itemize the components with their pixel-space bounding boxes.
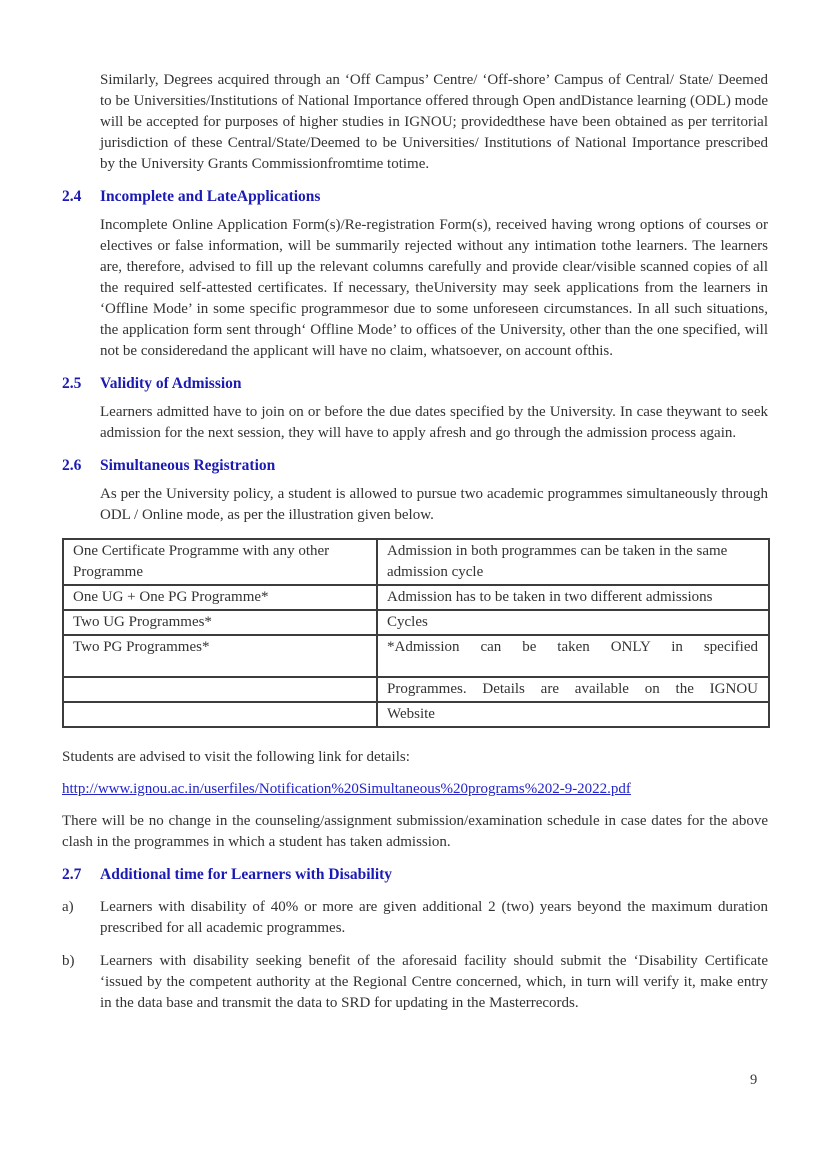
table-cell-left: Two PG Programmes* bbox=[63, 635, 377, 677]
section-number: 2.5 bbox=[62, 375, 82, 392]
section-title: Validity of Admission bbox=[100, 375, 242, 392]
table-row bbox=[63, 585, 769, 610]
schedule-note: There will be no change in the counseling/assignment submission/examination schedule in case dates for the above clash in the programmes in which a student has taken admission. bbox=[62, 813, 768, 850]
list-marker: b) bbox=[62, 953, 75, 969]
simultaneous-registration-table bbox=[62, 538, 770, 728]
list-item-b bbox=[62, 951, 768, 1014]
table-cell-left: One Certificate Programme with any other Programme bbox=[63, 539, 377, 585]
page-number: 9 bbox=[750, 1072, 758, 1088]
section-title: Additional time for Learners with Disability bbox=[100, 866, 393, 883]
table-row bbox=[63, 702, 769, 727]
section-number: 2.7 bbox=[62, 866, 82, 883]
table-cell-right: Cycles bbox=[377, 610, 769, 635]
table-cell-right: Programmes. Details are available on the IGNOU bbox=[377, 677, 769, 702]
table-row bbox=[63, 635, 769, 677]
table-row bbox=[63, 677, 769, 702]
section-title: Incomplete and LateApplications bbox=[100, 188, 321, 205]
table-cell-right: Admission has to be taken in two different admissions bbox=[377, 585, 769, 610]
table-cell-right: Website bbox=[377, 702, 769, 727]
section-number: 2.4 bbox=[62, 188, 82, 205]
table-cell-left bbox=[63, 677, 377, 702]
section-body-2-4: Incomplete Online Application Form(s)/Re-registration Form(s), received having wrong options of courses or electives or false information, will be summarily rejected without any intimation tothe learners. The learners are, therefore, advised to fill up the relevant columns carefully and provide clear/visible scanned copies of all the required self-attested certificates. If necessary, theUniversity may seek applications from the learners in ‘Offline Mode’ in some specific programmesor due to some unforeseen circumstances. In all such situations, the application form sent through‘ Offline Mode’ to offices of the University, other than the one specified, will not be consideredand the applicant will have no claim, whatsoever, on account ofthis. bbox=[100, 217, 768, 359]
section-body-2-6: As per the University policy, a student is allowed to pursue two academic programmes simultaneously through ODL / Online mode, as per the illustration given below. bbox=[100, 486, 768, 523]
section-heading-2-4 bbox=[62, 186, 768, 207]
section-heading-2-6 bbox=[62, 455, 768, 476]
intro-paragraph: Similarly, Degrees acquired through an ‘Off Campus’ Centre/ ‘Off-shore’ Campus of Central/ State/ Deemed to be Universities/Institutions of National Importance offered through Open andDistance learning (ODL) mode will be accepted for purposes of higher studies in IGNOU; providedthese have been obtained as per territorial jurisdiction of these Central/State/Deemed to be Universities/ Institutions of National Importance prescribed by the University Grants Commissionfromtime totime. bbox=[100, 72, 768, 172]
notification-link[interactable]: http://www.ignou.ac.in/userfiles/Notification%20Simultaneous%20programs%202-9-2022.pdf bbox=[62, 781, 631, 797]
section-body-2-5: Learners admitted have to join on or before the due dates specified by the University. In case theywant to seek admission for the next session, they will have to apply afresh and go through the admission process again. bbox=[100, 404, 768, 441]
list-text: Learners with disability seeking benefit of the aforesaid facility should submit the ‘Disability Certificate ‘issued by the competent authority at the Regional Centre concerned, which, in turn will verify it, make entry in the data base and transmit the data to SRD for updating in the Masterrecords. bbox=[100, 953, 768, 1011]
list-text: Learners with disability of 40% or more are given additional 2 (two) years beyond the maximum duration prescribed for all academic programmes. bbox=[100, 899, 768, 936]
table-cell-left: Two UG Programmes* bbox=[63, 610, 377, 635]
section-title: Simultaneous Registration bbox=[100, 457, 276, 474]
list-item-a bbox=[62, 897, 768, 939]
table-cell-right: *Admission can be taken ONLY in specified bbox=[377, 635, 769, 677]
table-row bbox=[63, 610, 769, 635]
students-note: Students are advised to visit the following link for details: bbox=[62, 749, 410, 765]
table-cell-left bbox=[63, 702, 377, 727]
section-heading-2-7 bbox=[62, 864, 768, 885]
table-cell-left: One UG + One PG Programme* bbox=[63, 585, 377, 610]
section-number: 2.6 bbox=[62, 457, 82, 474]
table-cell-right: Admission in both programmes can be taken in the same admission cycle bbox=[377, 539, 769, 585]
table-row bbox=[63, 539, 769, 585]
list-marker: a) bbox=[62, 899, 74, 915]
section-heading-2-5 bbox=[62, 373, 768, 394]
